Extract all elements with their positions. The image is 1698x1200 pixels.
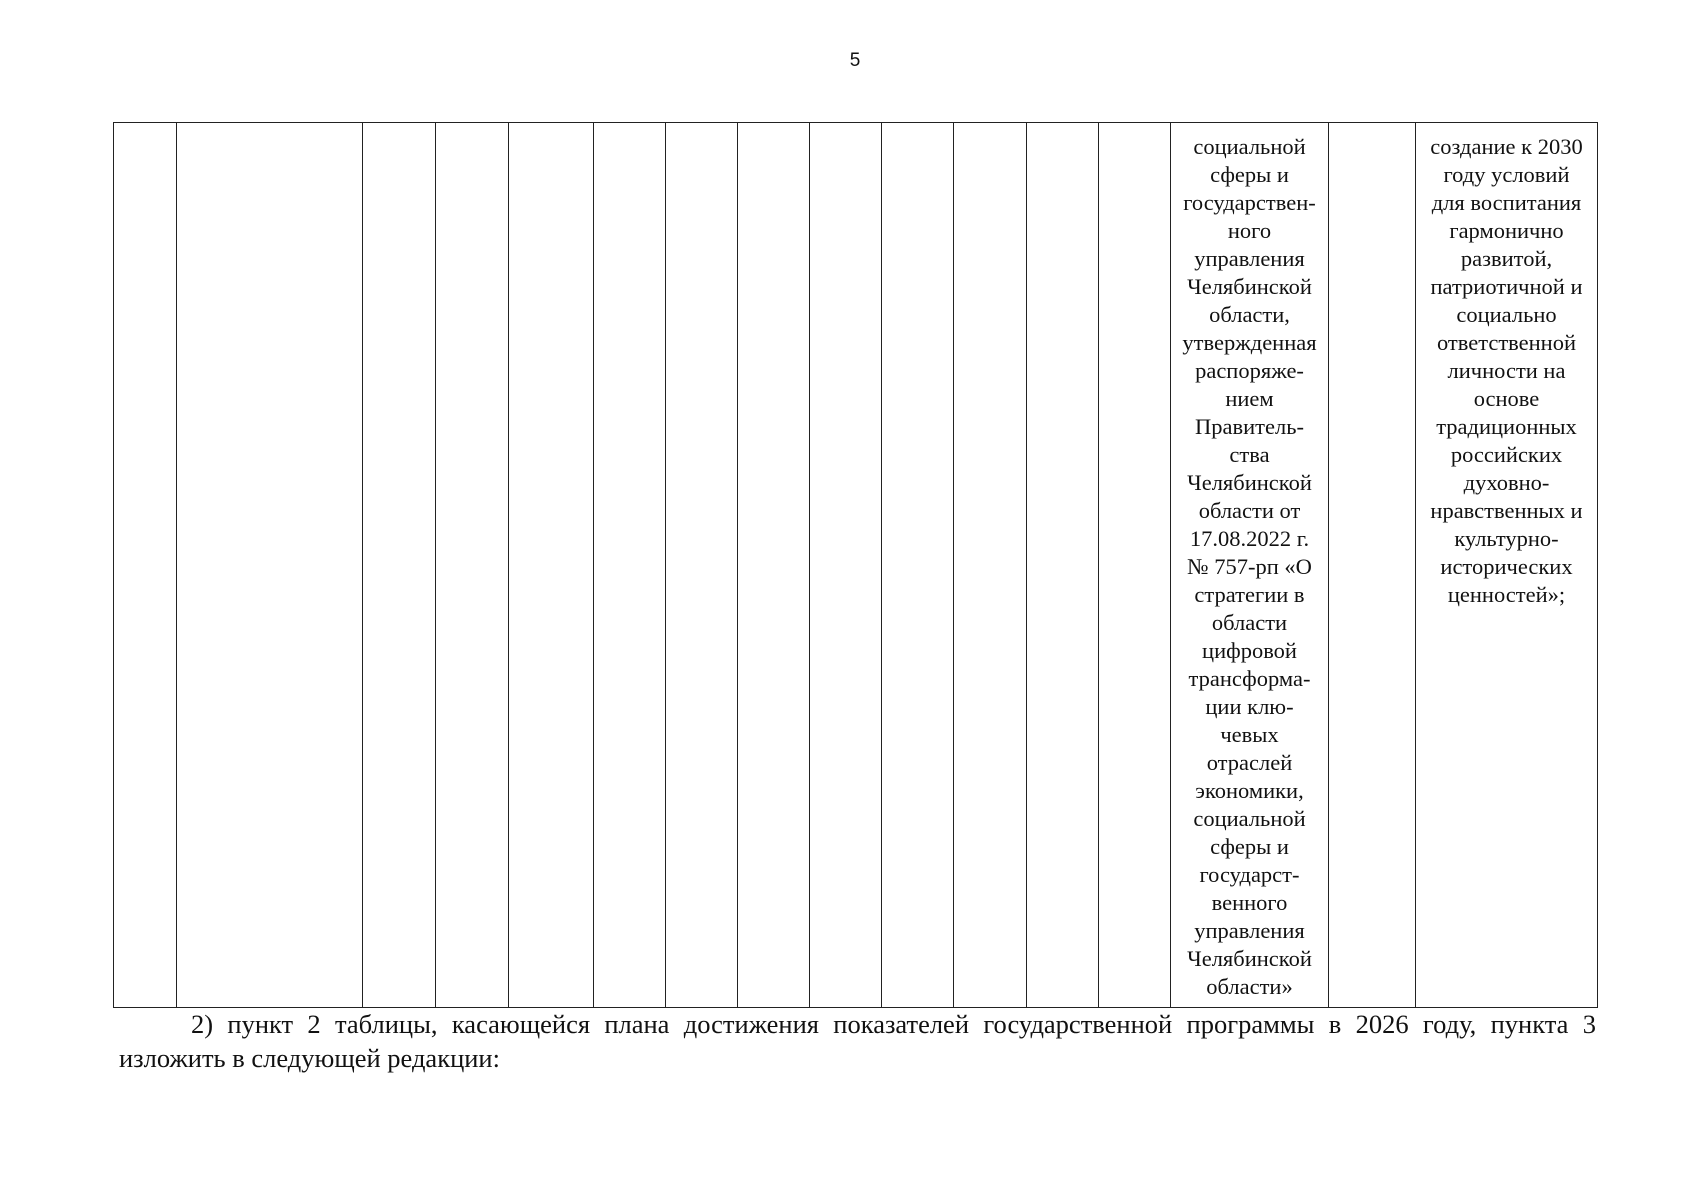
table-cell-empty xyxy=(114,123,177,1008)
document-cell-text xyxy=(1173,133,1326,1001)
table-cell-empty xyxy=(363,123,436,1008)
cell-line: социально xyxy=(1456,302,1557,327)
cell-line: утвержденная xyxy=(1182,330,1317,355)
cell-line: году условий xyxy=(1443,162,1570,187)
table-cell-document xyxy=(1171,123,1329,1008)
cell-line: Челябинской xyxy=(1187,274,1312,299)
cell-line: нравственных и xyxy=(1430,498,1583,523)
cell-line: государствен- xyxy=(1183,190,1316,215)
cell-line: сферы и xyxy=(1210,162,1289,187)
cell-line: гармонично xyxy=(1449,218,1564,243)
cell-line: цифровой xyxy=(1202,638,1297,663)
table-row xyxy=(114,123,1598,1008)
cell-line: ответственной xyxy=(1436,330,1577,355)
amendment-paragraph xyxy=(119,1007,1596,1075)
cell-line: культурно- xyxy=(1454,526,1559,551)
cell-line: стратегии в xyxy=(1194,582,1305,607)
cell-line: создание к 2030 xyxy=(1430,134,1583,159)
cell-line: области, xyxy=(1209,302,1290,327)
table-cell-empty xyxy=(1329,123,1416,1008)
continuation-table xyxy=(113,122,1598,1008)
cell-line: распоряже- xyxy=(1195,358,1304,383)
table-cell-empty xyxy=(738,123,810,1008)
cell-line: области от xyxy=(1198,498,1301,523)
table-cell-empty xyxy=(436,123,509,1008)
cell-line: отраслей xyxy=(1206,750,1293,775)
cell-line: Челябинской xyxy=(1187,470,1312,495)
cell-line: для воспитания xyxy=(1431,190,1582,215)
cell-line: области xyxy=(1211,610,1288,635)
cell-line: Правитель- xyxy=(1195,414,1304,439)
goal-cell-text xyxy=(1418,133,1595,609)
cell-line: российских xyxy=(1450,442,1563,467)
cell-line: социальной xyxy=(1193,806,1306,831)
table-cell-empty xyxy=(882,123,954,1008)
cell-line: личности на xyxy=(1447,358,1566,383)
cell-line: 17.08.2022 г. xyxy=(1189,526,1310,551)
table-cell-goal xyxy=(1416,123,1598,1008)
table-cell-empty xyxy=(509,123,594,1008)
cell-line: нием xyxy=(1225,386,1274,411)
cell-line: развитой, xyxy=(1460,246,1553,271)
cell-line: традиционных xyxy=(1436,414,1577,439)
table-cell-empty xyxy=(810,123,882,1008)
cell-line: основе xyxy=(1473,386,1540,411)
paragraph-line: изложить в следующей редакции: xyxy=(119,1043,500,1073)
cell-line: социальной xyxy=(1193,134,1306,159)
cell-line: области» xyxy=(1206,974,1293,999)
cell-line: экономики, xyxy=(1195,778,1304,803)
cell-line: исторических xyxy=(1440,554,1573,579)
paragraph-line: 2) пункт 2 таблицы, касающейся плана достижения показателей государственной программы в 2026 году, пункта 3 xyxy=(191,1009,1596,1039)
cell-line: управления xyxy=(1194,246,1305,271)
page-number: 5 xyxy=(849,50,861,71)
table-cell-empty xyxy=(954,123,1027,1008)
cell-line: ства xyxy=(1229,442,1270,467)
cell-line: ценностей»; xyxy=(1447,582,1566,607)
cell-line: трансформа- xyxy=(1188,666,1311,691)
table-cell-empty xyxy=(1099,123,1171,1008)
cell-line: сферы и xyxy=(1210,834,1289,859)
cell-line: ции клю- xyxy=(1205,694,1294,719)
table-cell-empty xyxy=(666,123,738,1008)
table-cell-empty xyxy=(177,123,363,1008)
cell-line: патриотичной и xyxy=(1430,274,1583,299)
cell-line: государст- xyxy=(1199,862,1300,887)
table-cell-empty xyxy=(1027,123,1099,1008)
cell-line: Челябинской xyxy=(1187,946,1312,971)
table-cell-empty xyxy=(594,123,666,1008)
cell-line: венного xyxy=(1211,890,1288,915)
cell-line: № 757-рп «О xyxy=(1187,554,1312,579)
cell-line: управления xyxy=(1194,918,1305,943)
cell-line: чевых xyxy=(1220,722,1279,747)
cell-line: ного xyxy=(1227,218,1272,243)
cell-line: духовно- xyxy=(1463,470,1550,495)
